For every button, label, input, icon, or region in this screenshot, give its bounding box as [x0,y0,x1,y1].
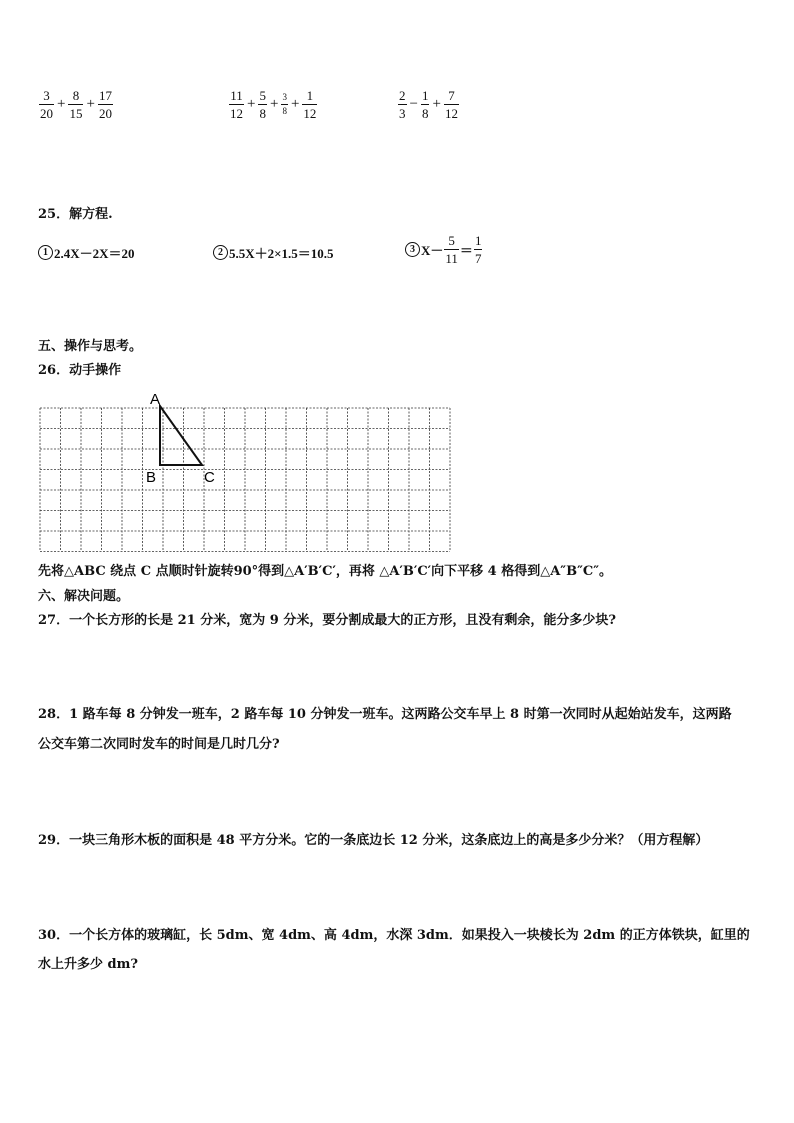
denominator: 8 [282,106,287,116]
operator: + [247,96,256,112]
section-6-heading: 六、解决问题。 [38,589,130,604]
operator: − [409,96,418,112]
fraction [444,88,459,121]
numerator: 7 [448,88,455,103]
equation-3 [405,233,483,266]
question-26-instruction: 先将△ABC 绕点 C 点顺时针旋转90°得到△A′B′C′，再将 △A′B′C′向下平移 4 格得到△A″B″C″。 [38,564,613,579]
fraction [98,88,113,121]
numerator: 8 [72,88,80,103]
question-29: 29．一块三角形木板的面积是 48 平方分米。它的一条底边长 12 分米，这条底边上的高是多少分米？（用方程解） [38,833,709,848]
operator: + [86,96,95,112]
grid-diagram [36,388,452,558]
question-28-line-2: 公交车第二次同时发车的时间是几时几分? [38,737,280,752]
question-25-title: 25．解方程. [38,207,113,222]
numerator: 5 [259,88,266,103]
operator: + [269,96,279,112]
denominator: 12 [444,106,458,121]
dotted-grid [40,408,450,552]
numerator: 2 [399,88,406,103]
denominator: 20 [98,106,112,121]
question-30-line-2: 水上升多少 dm? [38,957,138,972]
question-28-line-1: 28．1 路车每 8 分钟发一班车，2 路车每 10 分钟发一班车。这两路公交车早上 8 时第一次同时从起始站发车，这两路 [38,707,732,722]
triangle-abc [160,406,202,465]
equation-2-text: 5.5X＋2×1.5＝10.5 [229,246,334,261]
numerator: 3 [282,92,287,102]
equation-1-text: 2.4X－2X＝20 [54,246,135,261]
fraction [281,92,288,117]
fraction [229,88,244,121]
denominator: 3 [399,106,406,121]
denominator: 12 [230,106,243,121]
denominator: 12 [303,106,317,121]
denominator: 20 [40,106,53,121]
numerator: 11 [230,88,243,103]
question-27: 27．一个长方形的长是 21 分米，宽为 9 分米，要分割成最大的正方形，且没有剩余，能分多少块? [38,613,616,628]
section-5-heading: 五、操作与思考。 [38,339,143,354]
equation-2 [213,243,334,262]
question-26-title: 26．动手操作 [38,363,122,378]
calc-expression-3 [397,88,460,121]
circled-number-3: 3 [405,242,420,257]
operator: + [57,96,66,112]
denominator: 8 [421,106,429,121]
denominator: 8 [259,106,266,121]
operator: + [290,96,300,112]
operator: + [432,96,441,112]
equation-3-prefix: X－ [421,243,444,258]
question-30-line-1: 30．一个长方体的玻璃缸，长 5dm、宽 4dm、高 4dm，水深 3dm．如果投入一块棱长为 2dm 的正方体铁块，缸里的 [38,928,750,943]
calc-expression-1 [38,88,114,121]
fraction [302,88,317,121]
numerator: 1 [306,88,314,103]
label-b: B [146,469,157,486]
label-c: C [204,469,215,486]
equation-1 [38,243,135,262]
numerator: 3 [43,88,50,103]
equation-3-fraction-1: $\frac{5}{11}$ [445,233,458,266]
fraction [398,88,407,121]
denominator: 15 [69,106,83,121]
numerator: 1 [421,88,429,103]
numerator: 17 [98,88,112,103]
fraction [68,88,83,121]
fraction [421,88,430,121]
equation-3-equals: ＝ [459,243,473,258]
circled-number-1: 1 [38,245,53,260]
label-a: A [150,391,161,408]
calc-expression-2 [228,88,318,121]
circled-number-2: 2 [213,245,228,260]
equation-3-fraction-2: $\frac{1}{7}$ [474,233,482,266]
fraction [39,88,54,121]
fraction [258,88,267,121]
